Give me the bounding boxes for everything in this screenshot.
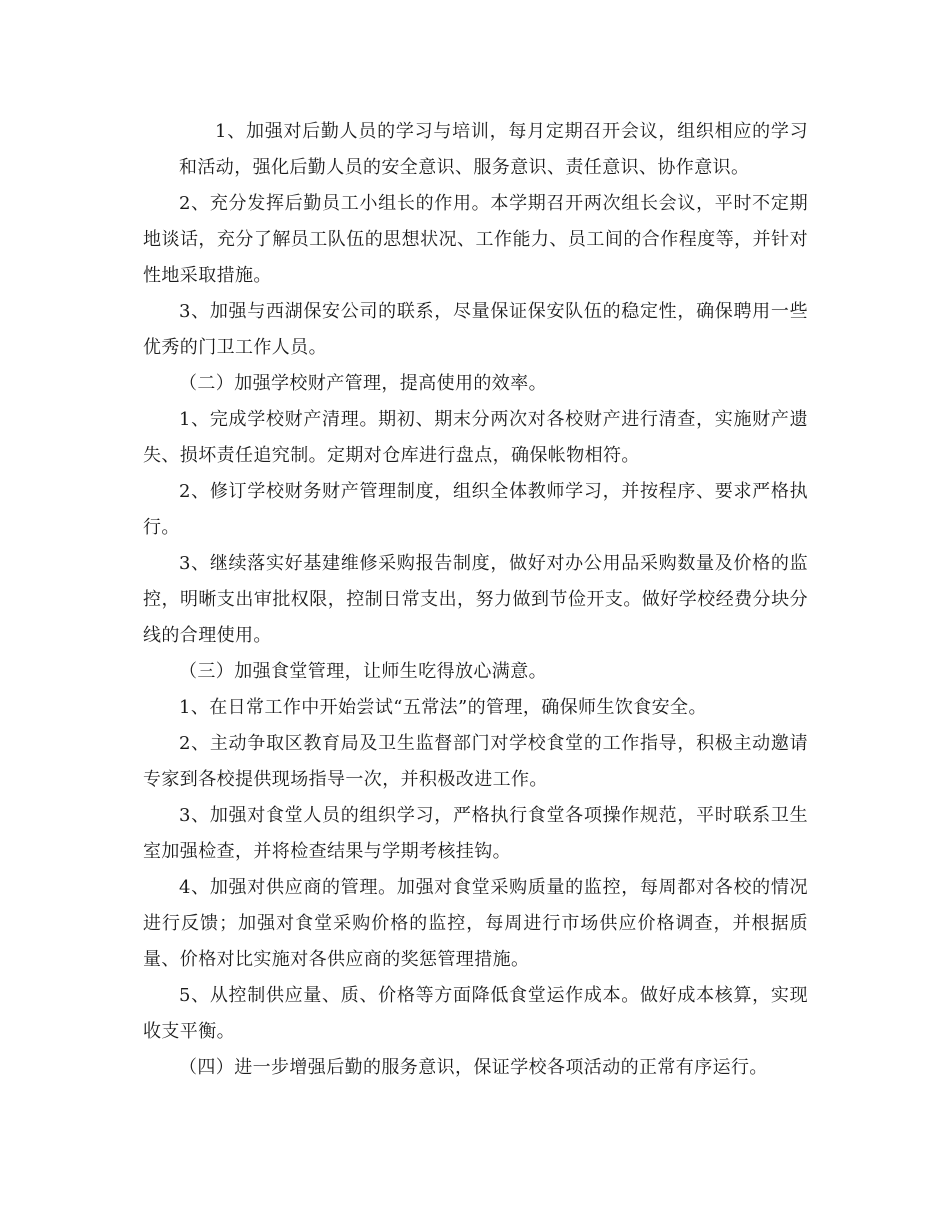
paragraph-five-s-method: 1、在日常工作中开始尝试“五常法”的管理，确保师生饮食安全。 xyxy=(179,697,707,718)
paragraph-procurement-report: 3、继续落实好基建维修采购报告制度，做好对办公用品采购数量及价格的监控，明晰支出审批权限，控制日常支出，努力做到节俭开支。做好学校经费分块分线的合理使用。 xyxy=(143,553,808,646)
paragraph-property-inventory: 1、完成学校财产清理。期初、期末分两次对各校财产进行清查，实施财产遗失、损坏责任追究制。定期对仓库进行盘点，确保帐物相符。 xyxy=(143,409,808,466)
paragraph-supplier-management: 4、加强对供应商的管理。加强对食堂采购质量的监控，每周都对各校的情况进行反馈；加强对食堂采购价格的监控，每周进行市场供应价格调查，并根据质量、价格对比实施对各供应商的奖惩管理措施。 xyxy=(143,877,808,970)
section-heading-service: （四）进一步增强后勤的服务意识，保证学校各项活动的正常有序运行。 xyxy=(179,1057,768,1078)
paragraph-canteen-staff: 3、加强对食堂人员的组织学习，严格执行食堂各项操作规范，平时联系卫生室加强检查，并将检查结果与学期考核挂钩。 xyxy=(143,805,808,862)
section-heading-property: （二）加强学校财产管理，提高使用的效率。 xyxy=(179,373,547,394)
paragraph-staff-training: 1、加强对后勤人员的学习与培训，每月定期召开会议，组织相应的学习和活动，强化后勤人员的安全意识、服务意识、责任意识、协作意识。 xyxy=(179,121,808,178)
paragraph-health-guidance: 2、主动争取区教育局及卫生监督部门对学校食堂的工作指导，积极主动邀请专家到各校提供现场指导一次，并积极改进工作。 xyxy=(143,733,808,790)
paragraph-cost-control: 5、从控制供应量、质、价格等方面降低食堂运作成本。做好成本核算，实现收支平衡。 xyxy=(143,985,808,1042)
paragraph-finance-system: 2、修订学校财务财产管理制度，组织全体教师学习，并按程序、要求严格执行。 xyxy=(143,481,808,538)
section-heading-canteen: （三）加强食堂管理，让师生吃得放心满意。 xyxy=(179,661,547,682)
paragraph-security-company: 3、加强与西湖保安公司的联系，尽量保证保安队伍的稳定性，确保聘用一些优秀的门卫工作人员。 xyxy=(143,301,808,358)
paragraph-team-leaders: 2、充分发挥后勤员工小组长的作用。本学期召开两次组长会议，平时不定期地谈话，充分了解员工队伍的思想状况、工作能力、员工间的合作程度等，并针对性地采取措施。 xyxy=(143,193,808,286)
